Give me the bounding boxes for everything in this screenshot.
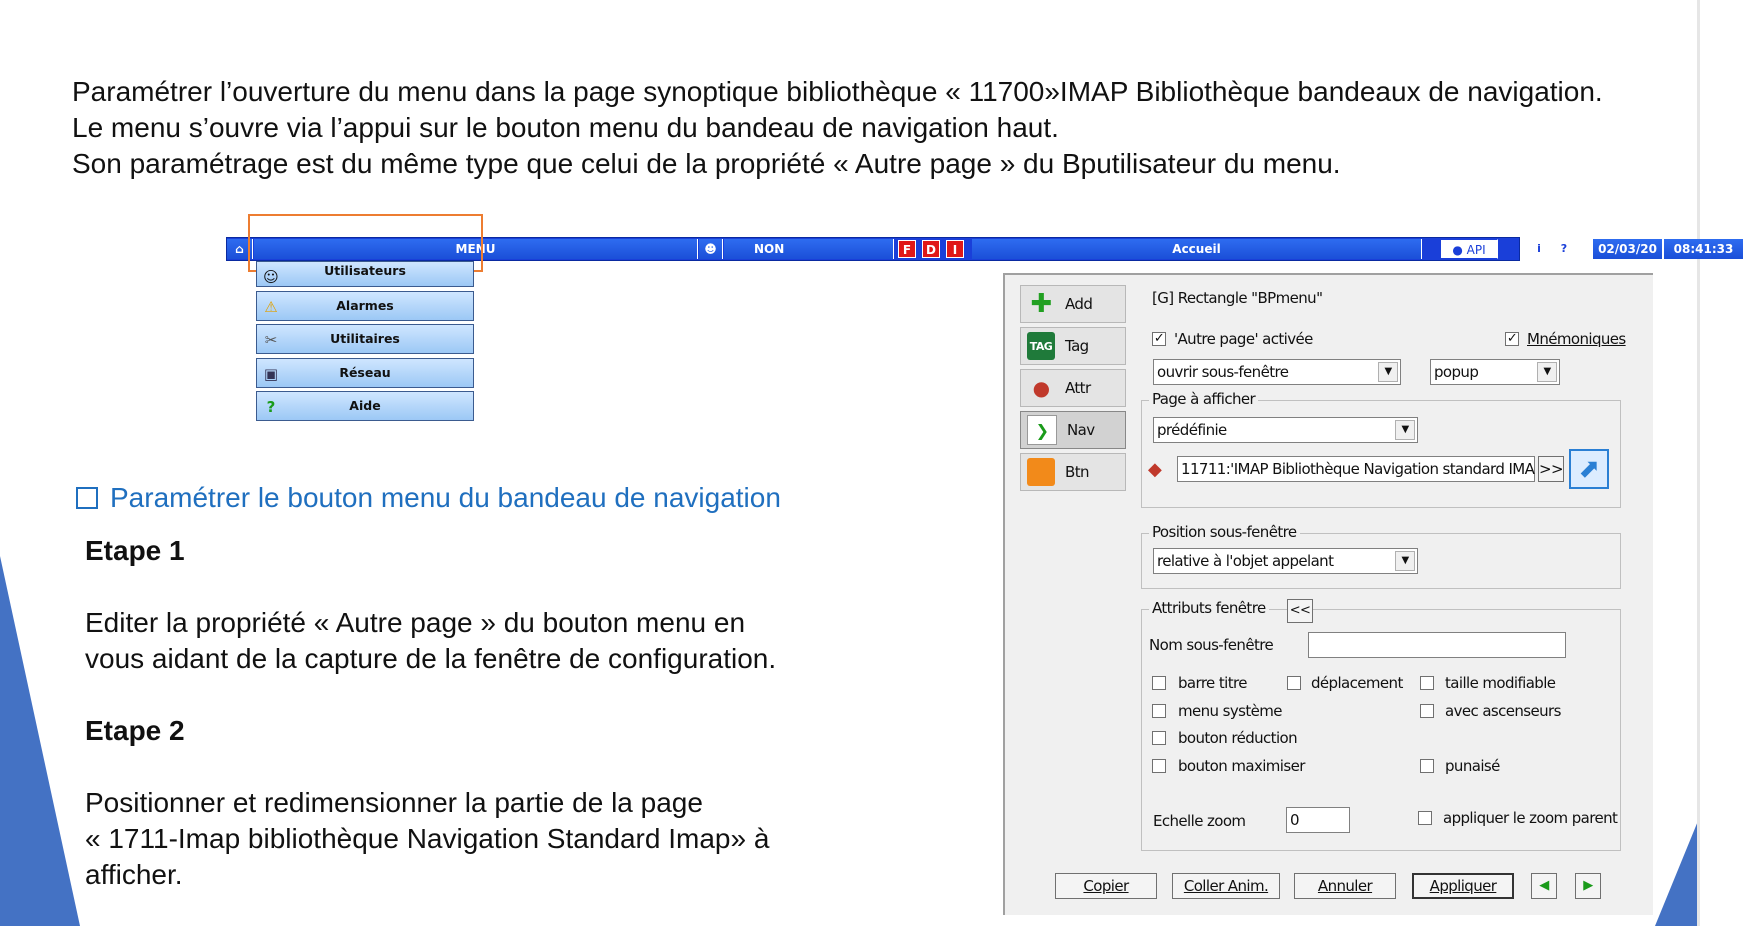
position-value: relative à l'objet appelant	[1157, 552, 1334, 570]
api-label: API	[1466, 243, 1486, 257]
flag-d-badge[interactable]: D	[922, 240, 940, 258]
chevron-down-icon: ▼	[1378, 362, 1398, 382]
menu-item-aide[interactable]	[256, 391, 474, 421]
menu-item-utilitaires[interactable]	[256, 324, 474, 354]
next-arrow-icon[interactable]: ▶	[1575, 873, 1601, 899]
open-mode-select[interactable]	[1153, 359, 1401, 385]
step-1-title: Etape 1	[85, 535, 185, 566]
autre-page-label: 'Autre page' activée	[1174, 330, 1313, 348]
network-icon: ▣	[263, 364, 279, 383]
mnemoniques-label: Mnémoniques	[1527, 330, 1626, 348]
menu-item-label: Réseau	[339, 364, 391, 380]
coller-anim-button[interactable]: Coller Anim.	[1172, 873, 1280, 899]
menu-item-label: Utilisateurs	[324, 263, 406, 278]
api-icon: ●	[1452, 243, 1467, 257]
object-title: [G] Rectangle "BPmenu"	[1152, 289, 1323, 307]
help-question-icon: ?	[266, 398, 276, 416]
step-1-text-line1: Editer la propriété « Autre page » du bouton menu en	[85, 607, 746, 638]
menu-item-label: Utilitaires	[330, 331, 400, 346]
step-2-text-line2: « 1711-Imap bibliothèque Navigation Standard Imap» à	[85, 823, 770, 854]
user-name-label: NON	[724, 239, 894, 259]
home-icon: ⌂	[235, 242, 244, 256]
page-link-icon: ◆	[1148, 459, 1162, 480]
bouton-reduction-label: bouton réduction	[1178, 729, 1298, 747]
deplacement-checkbox[interactable]	[1287, 676, 1301, 690]
step-2-block	[85, 713, 885, 893]
menu-item-reseau[interactable]	[256, 358, 474, 388]
page-group-label: Page à afficher	[1149, 390, 1258, 408]
bouton-maximiser-label: bouton maximiser	[1178, 757, 1305, 775]
tools-icon: ✂	[264, 331, 278, 349]
intro-line-2: Le menu s’ouvre via l’appui sur le bouton menu du bandeau de navigation haut.	[72, 112, 1059, 143]
page-path-field[interactable]: 11711:'IMAP Bibliothèque Navigation standard IMA	[1177, 456, 1535, 482]
window-type-select[interactable]	[1430, 359, 1560, 385]
menu-item-label: Aide	[349, 398, 381, 413]
info-icon[interactable]: i	[1530, 240, 1548, 258]
barre-titre-label: barre titre	[1178, 674, 1247, 692]
flag-i-badge[interactable]: I	[946, 240, 964, 258]
help-icon[interactable]: ?	[1555, 240, 1573, 258]
section-title: Paramétrer le bouton menu du bandeau de navigation	[110, 482, 781, 513]
date-display: 02/03/20	[1593, 239, 1663, 259]
nom-label: Nom sous-fenêtre	[1149, 636, 1274, 654]
zoom-input[interactable]: 0	[1286, 807, 1350, 833]
button-icon	[1027, 458, 1055, 486]
accueil-title[interactable]: Accueil	[972, 239, 1422, 259]
tag-icon: TAG	[1027, 332, 1055, 360]
tab-tag[interactable]	[1020, 327, 1126, 365]
browse-button[interactable]: >>	[1538, 456, 1564, 482]
tab-label: Add	[1065, 295, 1093, 313]
page-right-border	[1697, 0, 1700, 926]
tab-label: Attr	[1065, 379, 1091, 397]
open-mode-value: ouvrir sous-fenêtre	[1157, 363, 1289, 381]
intro-line-3: Son paramétrage est du même type que celui de la propriété « Autre page » du Bputilisateur du menu.	[72, 148, 1341, 179]
menu-item-alarmes[interactable]	[256, 291, 474, 321]
tab-label: Nav	[1067, 421, 1095, 439]
plus-icon: ✚	[1030, 289, 1052, 319]
time-display: 08:41:33	[1664, 239, 1744, 259]
ascenseurs-label: avec ascenseurs	[1445, 702, 1561, 720]
step-1-block	[85, 533, 885, 677]
section-heading	[76, 482, 781, 514]
user-button[interactable]	[699, 239, 723, 259]
configuration-window	[1003, 273, 1653, 915]
tab-label: Tag	[1065, 337, 1089, 355]
menu-item-label: Alarmes	[336, 297, 394, 313]
decorative-triangle-right	[1655, 816, 1700, 926]
menu-systeme-checkbox[interactable]	[1152, 704, 1166, 718]
tab-attr[interactable]	[1020, 369, 1126, 407]
menu-button[interactable]: MENU	[254, 239, 698, 259]
chevron-down-icon: ▼	[1395, 551, 1415, 571]
user-icon: ☻	[704, 242, 717, 256]
barre-titre-checkbox[interactable]	[1152, 676, 1166, 690]
navigation-icon: ❯	[1027, 415, 1057, 445]
dropdown-menu	[256, 261, 474, 425]
tab-label: Btn	[1065, 463, 1089, 481]
flag-f-badge[interactable]: F	[898, 240, 916, 258]
position-select[interactable]	[1153, 548, 1418, 574]
tab-btn[interactable]	[1020, 453, 1126, 491]
previous-arrow-icon[interactable]: ◀	[1531, 873, 1557, 899]
punaise-checkbox[interactable]	[1420, 759, 1434, 773]
appliquer-button[interactable]: Appliquer	[1412, 873, 1514, 899]
open-page-icon[interactable]: ⬈	[1569, 449, 1609, 489]
window-type-value: popup	[1434, 363, 1479, 381]
zoom-label: Echelle zoom	[1153, 812, 1246, 830]
tab-add[interactable]	[1020, 285, 1126, 323]
attributes-group-label: Attributs fenêtre	[1149, 599, 1269, 617]
deplacement-label: déplacement	[1311, 674, 1403, 692]
taille-modifiable-checkbox[interactable]	[1420, 676, 1434, 690]
ascenseurs-checkbox[interactable]	[1420, 704, 1434, 718]
chevron-down-icon: ▼	[1537, 362, 1557, 382]
users-icon: ☺	[263, 268, 279, 286]
palette-icon: ●	[1032, 376, 1050, 400]
position-group-label: Position sous-fenêtre	[1149, 523, 1300, 541]
property-tabs	[1020, 285, 1126, 495]
page-mode-value: prédéfinie	[1157, 421, 1227, 439]
step-1-text-line2: vous aidant de la capture de la fenêtre de configuration.	[85, 643, 777, 674]
warning-icon: ⚠	[264, 297, 278, 316]
step-2-text-line3: afficher.	[85, 859, 183, 890]
menu-systeme-label: menu système	[1178, 702, 1282, 720]
taille-modifiable-label: taille modifiable	[1445, 674, 1556, 692]
api-button[interactable]	[1440, 239, 1498, 259]
annuler-button[interactable]: Annuler	[1294, 873, 1396, 899]
step-2-text-line1: Positionner et redimensionner la partie de la page	[85, 787, 703, 818]
bouton-maximiser-checkbox[interactable]	[1152, 759, 1166, 773]
zoom-parent-label: appliquer le zoom parent	[1443, 809, 1618, 827]
punaise-label: punaisé	[1445, 757, 1500, 775]
mnemoniques-checkbox[interactable]: ✓	[1506, 331, 1518, 346]
tab-nav[interactable]	[1020, 411, 1126, 449]
step-2-title: Etape 2	[85, 715, 185, 746]
autre-page-checkbox[interactable]: ✓	[1153, 331, 1165, 346]
collapse-button[interactable]: <<	[1287, 599, 1313, 623]
chevron-down-icon: ▼	[1395, 420, 1415, 440]
zoom-parent-checkbox[interactable]	[1418, 811, 1432, 825]
bouton-reduction-checkbox[interactable]	[1152, 731, 1166, 745]
nom-sous-fenetre-input[interactable]	[1308, 632, 1566, 658]
page-mode-select[interactable]	[1153, 417, 1418, 443]
checkbox-bullet-icon	[76, 487, 98, 509]
intro-text	[72, 74, 1632, 182]
copier-button[interactable]: Copier	[1055, 873, 1157, 899]
menu-item-utilisateurs[interactable]	[256, 261, 474, 287]
decorative-triangle-left	[0, 556, 80, 926]
intro-line-1: Paramétrer l’ouverture du menu dans la page synoptique bibliothèque « 11700»IMAP Bibliothèque bandeaux de navigation.	[72, 76, 1603, 107]
